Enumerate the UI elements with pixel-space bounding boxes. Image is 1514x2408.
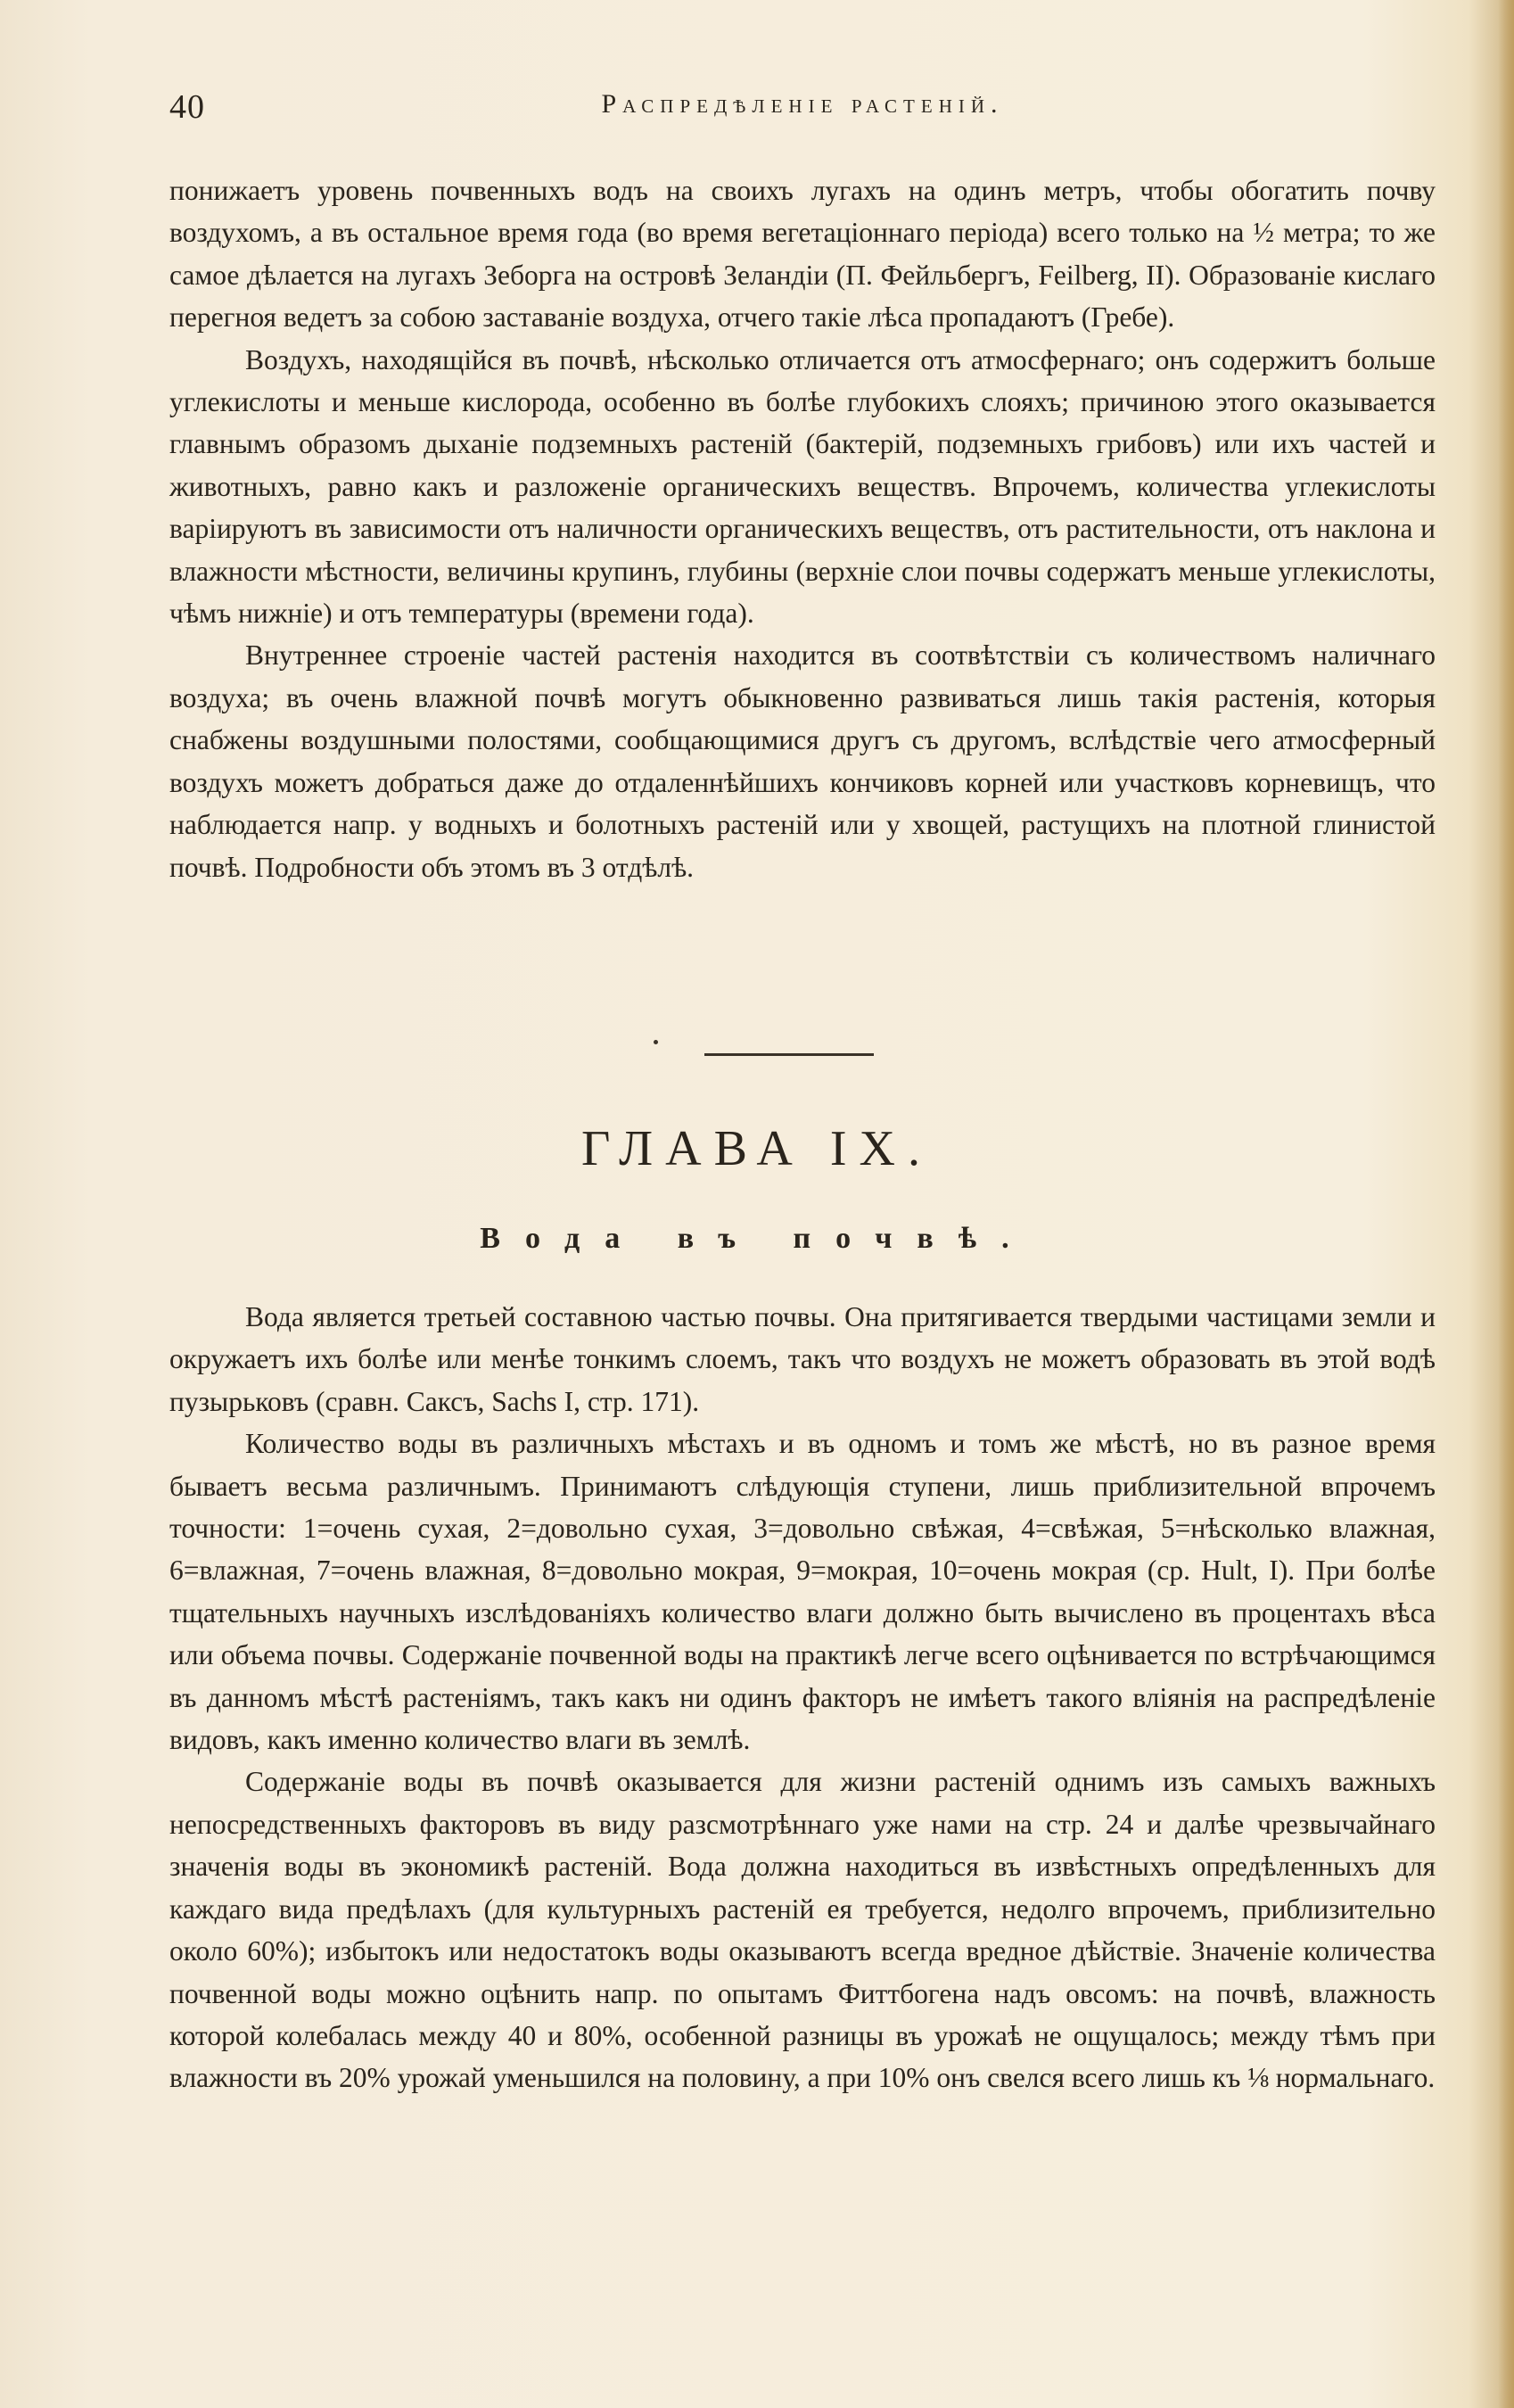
paragraph: Внутреннее строеніе частей растенія находится въ соотвѣтствіи съ количествомъ наличнаго воздуха; въ очень влажной почвѣ могутъ обыкновенно развиваться лишь такія растенія, которыя снабжены воздушными полостями, сообщающимися другъ съ другомъ, вслѣдствіе чего атмосферный воздухъ можетъ добраться даже до отдаленнѣйшихъ кончиковъ корней или участковъ корневищъ, что наблюдается напр. у водныхъ и болотныхъ растеній или у хвощей, растущихъ на плотной глинистой почвѣ. Подробности объ этомъ въ 3 отдѣлѣ.: [169, 639, 1436, 883]
page-header: [169, 87, 1436, 132]
paragraph: Вода является третьей составною частью почвы. Она притягивается твердыми частицами земли и окружаетъ ихъ болѣе или менѣе тонкимъ слоемъ, такъ что воздухъ не можетъ образовать въ этой водѣ пузырьковъ (сравн. Саксъ, Sachs I, стр. 171).: [169, 1301, 1436, 1417]
chapter-title: Вода въ почвѣ.: [480, 1222, 1034, 1255]
page-number: 40: [169, 88, 205, 126]
running-title: Распредѣленіе растеній.: [601, 89, 1004, 119]
chapter-heading: ГЛАВА IX.: [581, 1121, 933, 1176]
section-air-in-soil: [169, 169, 1436, 888]
paragraph: понижаетъ уровень почвенныхъ водъ на своихъ лугахъ на одинъ метръ, чтобы обогатить почву воздухомъ, а въ остальное время года (во время вегетаціоннаго періода) всего только на ½ метра; то же самое дѣлается на лугахъ Зеборга на островѣ Зеландіи (П. Фейльбергъ, Feilberg, II). Образованіе кислаго перегноя ведетъ за собою заставаніе воздуха, отчего такіе лѣса пропадаютъ (Гребе).: [169, 175, 1436, 334]
section-water-in-soil: [169, 1296, 1436, 2099]
ink-dot: [654, 1040, 658, 1044]
section-divider: [704, 1053, 874, 1056]
paragraph: Содержаніе воды въ почвѣ оказывается для жизни растеній однимъ изъ самыхъ важныхъ непосредственныхъ факторовъ въ виду разсмотрѣннаго уже нами на стр. 24 и далѣе чрезвычайнаго значенія воды въ экономикѣ растеній. Вода должна находиться въ извѣстныхъ опредѣленныхъ для каждаго вида предѣлахъ (для культурныхъ растеній ея требуется, недолго впрочемъ, приблизительно около 60%); избытокъ или недостатокъ воды оказываютъ всегда вредное дѣйствіе. Значеніе количества почвенной воды можно оцѣнить напр. по опытамъ Фиттбогена надъ овсомъ: на почвѣ, влажность которой колебалась между 40 и 80%, особенной разницы въ урожаѣ не ощущалось; между тѣмъ при влажности въ 20% урожай уменьшился на половину, а при 10% онъ свелся всего лишь къ ⅛ нормальнаго.: [169, 1766, 1436, 2094]
page-edge: [1498, 0, 1514, 2408]
paragraph: Количество воды въ различныхъ мѣстахъ и въ одномъ и томъ же мѣстѣ, но въ разное время бываетъ весьма различнымъ. Принимаютъ слѣдующія ступени, лишь приблизительной впрочемъ точности: 1=очень сухая, 2=довольно сухая, 3=довольно свѣжая, 4=свѣжая, 5=нѣсколько влажная, 6=влажная, 7=очень влажная, 8=довольно мокрая, 9=мокрая, 10=очень мокрая (ср. Hult, I). При болѣе тщательныхъ научныхъ изслѣдованіяхъ количество влаги должно быть вычислено въ процентахъ вѣса или объема почвы. Содержаніе почвенной воды на практикѣ легче всего оцѣнивается по встрѣчающимся въ данномъ мѣстѣ растеніямъ, такъ какъ ни одинъ факторъ не имѣетъ такого вліянія на распредѣленіе видовъ, какъ именно количество влаги въ землѣ.: [169, 1428, 1436, 1756]
paragraph: Воздухъ, находящійся въ почвѣ, нѣсколько отличается отъ атмосфернаго; онъ содержитъ больше углекислоты и меньше кислорода, особенно въ болѣе глубокихъ слояхъ; причиною этого оказывается главнымъ образомъ дыханіе подземныхъ растеній (бактерій, подземныхъ грибовъ) или ихъ частей и животныхъ, равно какъ и разложеніе органическихъ веществъ. Впрочемъ, количества углекислоты варіируютъ въ зависимости отъ наличности органическихъ веществъ, отъ растительности, отъ наклона и влажности мѣстности, величины крупинъ, глубины (верхніе слои почвы содержатъ меньше углекислоты, чѣмъ нижніе) и отъ температуры (времени года).: [169, 343, 1436, 630]
